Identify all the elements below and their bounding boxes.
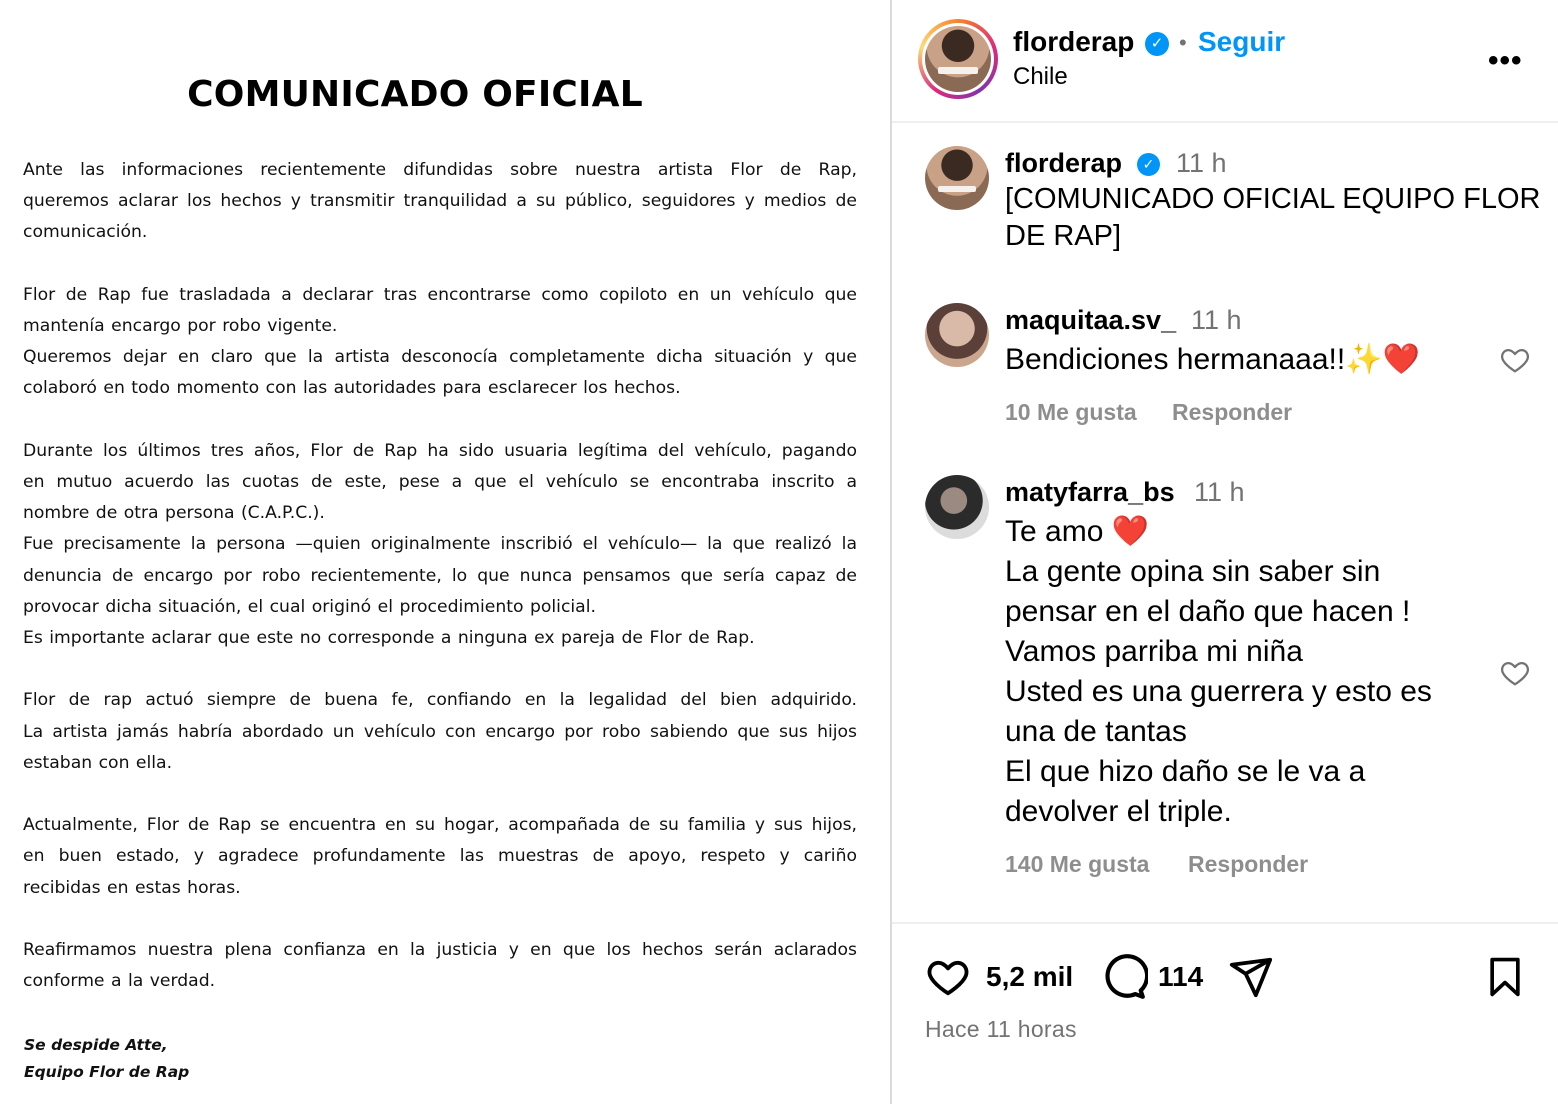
follow-button[interactable]: Seguir — [1198, 26, 1286, 57]
comment-reply-button[interactable]: Responder — [1188, 851, 1309, 877]
comments-count[interactable]: 114 — [1158, 961, 1204, 992]
document-line: Flor de rap actuó siempre de buena fe, confiando en la legalidad del bien adquirido. — [23, 690, 857, 711]
red-heart-emoji: ❤️ — [1111, 515, 1150, 548]
comment-like-heart-icon[interactable] — [1498, 657, 1532, 689]
document-line: Actualmente, Flor de Rap se encuentra en su hogar, acompañada de su familia y sus hijos, — [23, 815, 857, 836]
document-line: Ante las informaciones recientemente difundidas sobre nuestra artista Flor de Rap, — [23, 160, 857, 180]
header-divider — [892, 121, 1558, 123]
header-location[interactable]: Chile — [1013, 63, 1068, 90]
header-avatar[interactable] — [918, 19, 998, 99]
document-paragraph — [23, 685, 857, 779]
document-line: Flor de Rap fue trasladada a declarar tras encontrarse como copiloto en un vehículo que — [23, 284, 857, 305]
red-heart-emoji: ❤️ — [1382, 343, 1420, 376]
comment-avatar[interactable] — [925, 475, 989, 539]
post-side-panel — [892, 0, 1558, 1104]
comment-likes-count[interactable]: 10 Me gusta — [1005, 399, 1137, 425]
like-heart-icon[interactable] — [924, 954, 972, 1000]
comment-avatar[interactable] — [925, 303, 989, 367]
document-line: Es importante aclarar que este no corresponde a ninguna ex pareja de Flor de Rap. — [23, 628, 755, 649]
document-line: denuncia de encargo por robo recientemente, lo que nunca pensamos que sería capaz de — [23, 565, 857, 586]
likes-count[interactable]: 5,2 mil — [986, 961, 1074, 992]
header-separator: • — [1179, 30, 1187, 55]
document-line: estaban con ella. — [23, 752, 173, 773]
comment-username[interactable]: maquitaa.sv_ — [1005, 305, 1177, 335]
verified-badge-icon: ✓ — [1137, 153, 1160, 176]
document-line: Reafirmamos nuestra plena confianza en la justicia y en que los hechos serán aclarados — [23, 940, 857, 960]
document-line: conforme a la verdad. — [23, 971, 216, 992]
document-paragraph — [23, 436, 857, 654]
post-timestamp[interactable]: Hace 11 horas — [925, 1016, 1077, 1042]
document-line: comunicación. — [23, 222, 148, 243]
more-options-icon[interactable]: ••• — [1488, 44, 1523, 77]
document-paragraph — [23, 155, 857, 249]
caption-avatar[interactable] — [925, 146, 989, 210]
document-title: COMUNICADO OFICIAL — [187, 74, 643, 115]
document-paragraph — [23, 935, 857, 997]
header-username[interactable]: florderap — [1013, 26, 1135, 57]
document-line: queremos aclarar los hechos y transmitir tranquilidad a su público, seguidores y medios de — [23, 191, 857, 212]
document-body — [23, 155, 857, 1029]
document-line: recibidas en estas horas. — [23, 877, 241, 898]
save-bookmark-icon[interactable] — [1483, 954, 1527, 1000]
signature-line-1: Se despide Atte, — [24, 1036, 168, 1054]
document-line: en buen estado, y agradece profundamente las muestras de apoyo, respeto y cariño — [23, 846, 857, 867]
document-line: mantenía encargo por robo vigente. — [23, 316, 338, 336]
document-line: Queremos dejar en claro que la artista desconocía completamente dicha situación y que — [23, 347, 857, 368]
comment-text: Te amo ❤️ La gente opina sin saber sin pensar en el daño que hacen ! Vamos parriba mi niña Usted es una guerrera y esto es una de tantas El que hizo daño se le va a devolver el triple. — [1005, 515, 1432, 828]
document-paragraph — [23, 810, 857, 904]
comment-time[interactable]: 11 h — [1194, 477, 1245, 507]
document-line: en mutuo acuerdo las cuotas de este, pese a que el vehículo se encontraba inscrito a — [23, 472, 857, 492]
caption-username[interactable]: florderap — [1005, 148, 1123, 178]
comment-username[interactable]: matyfarra_bs — [1005, 477, 1175, 507]
avatar-image — [925, 26, 991, 92]
document-line: nombre de otra persona (C.A.P.C.). — [23, 503, 325, 524]
document-line: La artista jamás habría abordado un vehículo con encargo por robo sabiendo que sus hijos — [23, 721, 857, 742]
actions-divider — [892, 922, 1558, 924]
comment-time[interactable]: 11 h — [1191, 305, 1242, 335]
signature-line-2: Equipo Flor de Rap — [24, 1063, 190, 1081]
document-line: colaboró en todo momento con las autoridades para esclarecer los hechos. — [23, 378, 681, 399]
comment-likes-count[interactable]: 140 Me gusta — [1005, 851, 1150, 877]
caption-time[interactable]: 11 h — [1176, 148, 1227, 178]
comment-reply-button[interactable]: Responder — [1172, 399, 1293, 425]
comment-text: Bendiciones hermanaaa!!✨❤️ — [1005, 343, 1420, 376]
document-paragraph — [23, 280, 857, 405]
share-send-icon[interactable] — [1228, 954, 1274, 1000]
verified-badge-icon: ✓ — [1145, 32, 1169, 56]
document-line: provocar dicha situación, el cual originó el procedimiento policial. — [23, 596, 596, 617]
caption-text: [COMUNICADO OFICIAL EQUIPO FLOR DE RAP] — [1005, 183, 1541, 252]
document-signature — [24, 1032, 189, 1086]
comment-like-heart-icon[interactable] — [1498, 344, 1532, 376]
document-line: Fue precisamente la persona —quien originalmente inscribió el vehículo— la que realizó la — [23, 534, 857, 555]
document-line: Durante los últimos tres años, Flor de Rap ha sido usuaria legítima del vehículo, pagando — [23, 440, 857, 461]
comment-bubble-icon[interactable] — [1098, 952, 1148, 1002]
